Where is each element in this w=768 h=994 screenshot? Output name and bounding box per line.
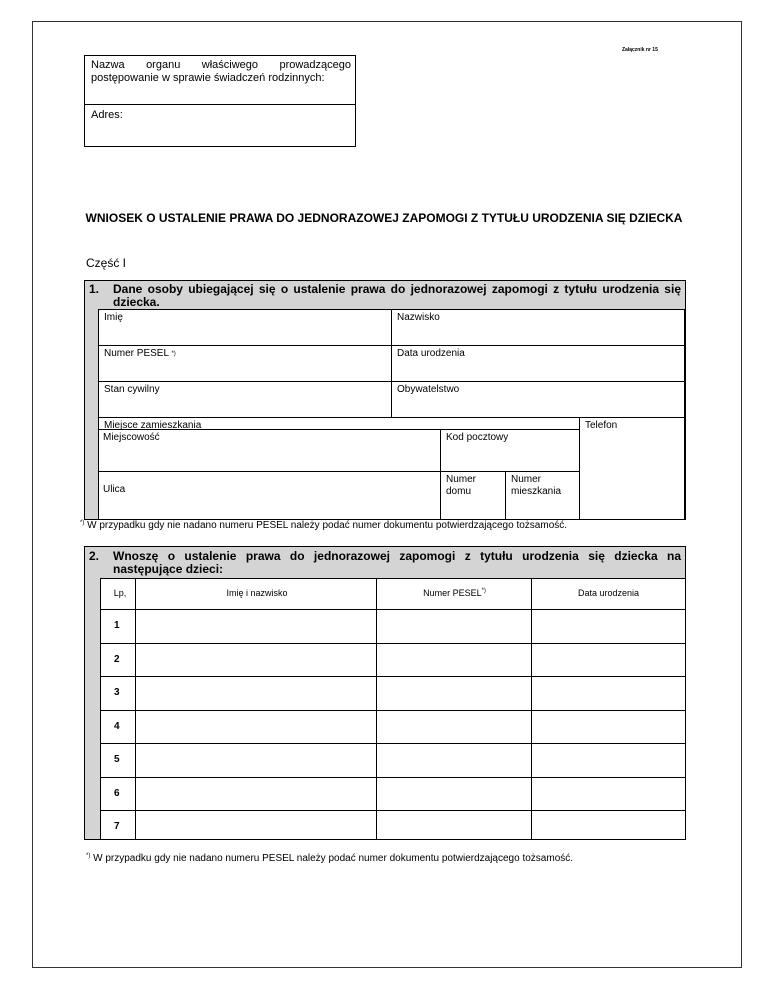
footnote-2-mark: *) [86, 853, 91, 859]
row-number: 1 [114, 620, 120, 631]
marital-status-field[interactable] [98, 381, 392, 418]
row-5-birth-date-cell[interactable] [532, 744, 685, 777]
table-column-divider [135, 579, 136, 840]
row-7-name-cell[interactable] [136, 811, 376, 844]
apartment-number-field[interactable] [505, 471, 580, 520]
postal-code-label: Kod pocztowy [446, 432, 509, 443]
table-column-divider [376, 579, 377, 840]
footnote-2-text: W przypadku gdy nie nadano numeru PESEL należy podać numer dokumentu potwierdzającego tożsamość. [93, 853, 574, 864]
row-6-birth-date-cell[interactable] [532, 778, 685, 811]
apartment-number-label: Numer mieszkania [511, 474, 562, 497]
section-1-side-bar [85, 309, 98, 519]
city-field[interactable] [98, 429, 441, 472]
row-2-name-cell[interactable] [136, 644, 376, 677]
column-header-name: Imię i nazwisko [226, 588, 288, 598]
section-2-number: 2. [89, 549, 100, 563]
first-name-field[interactable] [98, 309, 392, 346]
first-name-label: Imię [104, 312, 123, 323]
row-6-name-cell[interactable] [136, 778, 376, 811]
row-3-name-cell[interactable] [136, 677, 376, 710]
column-header-pesel [377, 588, 532, 598]
postal-code-field[interactable] [440, 429, 580, 472]
authority-address-label: Adres: [91, 109, 123, 121]
house-number-label: Numer domu [446, 474, 477, 497]
table-column-divider [531, 579, 532, 840]
section-2 [84, 546, 686, 840]
document-title: WNIOSEK O USTALENIE PRAWA DO JEDNORAZOWEJ ZAPOMOGI Z TYTUŁU URODZENIA SIĘ DZIECKA [85, 211, 683, 225]
section-2-footnote [86, 853, 573, 864]
pesel-field[interactable] [98, 345, 392, 382]
pesel-label: Numer PESEL [104, 348, 169, 359]
row-6-pesel-cell[interactable] [377, 778, 531, 811]
footnote-text: W przypadku gdy nie nadano numeru PESEL należy podać numer dokumentu potwierdzającego tożsamość. [87, 520, 568, 531]
section-1-heading: Dane osoby ubiegającej się o ustalenie prawa do jednorazowej zapomogi z tytułu urodzenia się dziecka. [113, 282, 681, 309]
birth-date-field[interactable] [391, 345, 685, 382]
row-7-pesel-cell[interactable] [377, 811, 531, 844]
phone-field[interactable] [579, 417, 685, 520]
row-7-birth-date-cell[interactable] [532, 811, 685, 844]
birth-date-label: Data urodzenia [397, 348, 465, 359]
pesel-footnote-mark: *) [171, 351, 176, 357]
column-header-pesel-mark: *) [481, 588, 486, 594]
children-table [100, 578, 685, 839]
row-5-pesel-cell[interactable] [377, 744, 531, 777]
citizenship-field[interactable] [391, 381, 685, 418]
authority-box [84, 55, 356, 147]
phone-label: Telefon [585, 420, 618, 431]
marital-status-label: Stan cywilny [104, 384, 160, 395]
section-1 [84, 280, 686, 520]
footnote-mark: *) [80, 520, 85, 526]
section-2-side-bar [85, 578, 100, 839]
street-label: Ulica [103, 484, 126, 495]
row-2-pesel-cell[interactable] [377, 644, 531, 677]
row-2-birth-date-cell[interactable] [532, 644, 685, 677]
citizenship-label: Obywatelstwo [397, 384, 460, 395]
house-number-field[interactable] [440, 471, 506, 520]
row-number: 7 [114, 821, 120, 832]
row-4-name-cell[interactable] [136, 711, 376, 744]
row-4-birth-date-cell[interactable] [532, 711, 685, 744]
row-1-pesel-cell[interactable] [377, 610, 531, 643]
street-field[interactable] [98, 471, 441, 520]
row-number: 6 [114, 787, 120, 799]
column-header-birth-date: Data urodzenia [577, 588, 640, 598]
section-2-heading: Wnoszę o ustalenie prawa do jednorazowej zapomogi z tytułu urodzenia się dziecka na następujące dzieci: [113, 549, 681, 576]
row-number: 5 [114, 754, 120, 765]
section-1-number: 1. [89, 282, 100, 296]
row-number: 2 [114, 653, 120, 665]
row-number: 4 [114, 720, 120, 732]
row-4-pesel-cell[interactable] [377, 711, 531, 744]
city-label: Miejscowość [103, 432, 160, 443]
section-1-footnote [80, 520, 567, 531]
attachment-number: Załącznik nr 15 [622, 47, 658, 53]
authority-name-field[interactable] [85, 56, 355, 105]
residence-label: Miejsce zamieszkania [104, 420, 202, 431]
row-1-name-cell[interactable] [136, 610, 376, 643]
row-5-name-cell[interactable] [136, 744, 376, 777]
row-3-pesel-cell[interactable] [377, 677, 531, 710]
part-label: Część I [86, 256, 127, 270]
row-3-birth-date-cell[interactable] [532, 677, 685, 710]
row-number: 3 [114, 687, 120, 698]
column-header-pesel-label: Numer PESEL [423, 588, 482, 598]
authority-name-label: Nazwa organu właściwego prowadzącego postępowanie w sprawie świadczeń rodzinnych: [91, 59, 351, 84]
last-name-label: Nazwisko [397, 312, 440, 323]
row-1-birth-date-cell[interactable] [532, 610, 685, 643]
column-header-lp: Lp, [113, 588, 127, 598]
last-name-field[interactable] [391, 309, 685, 346]
